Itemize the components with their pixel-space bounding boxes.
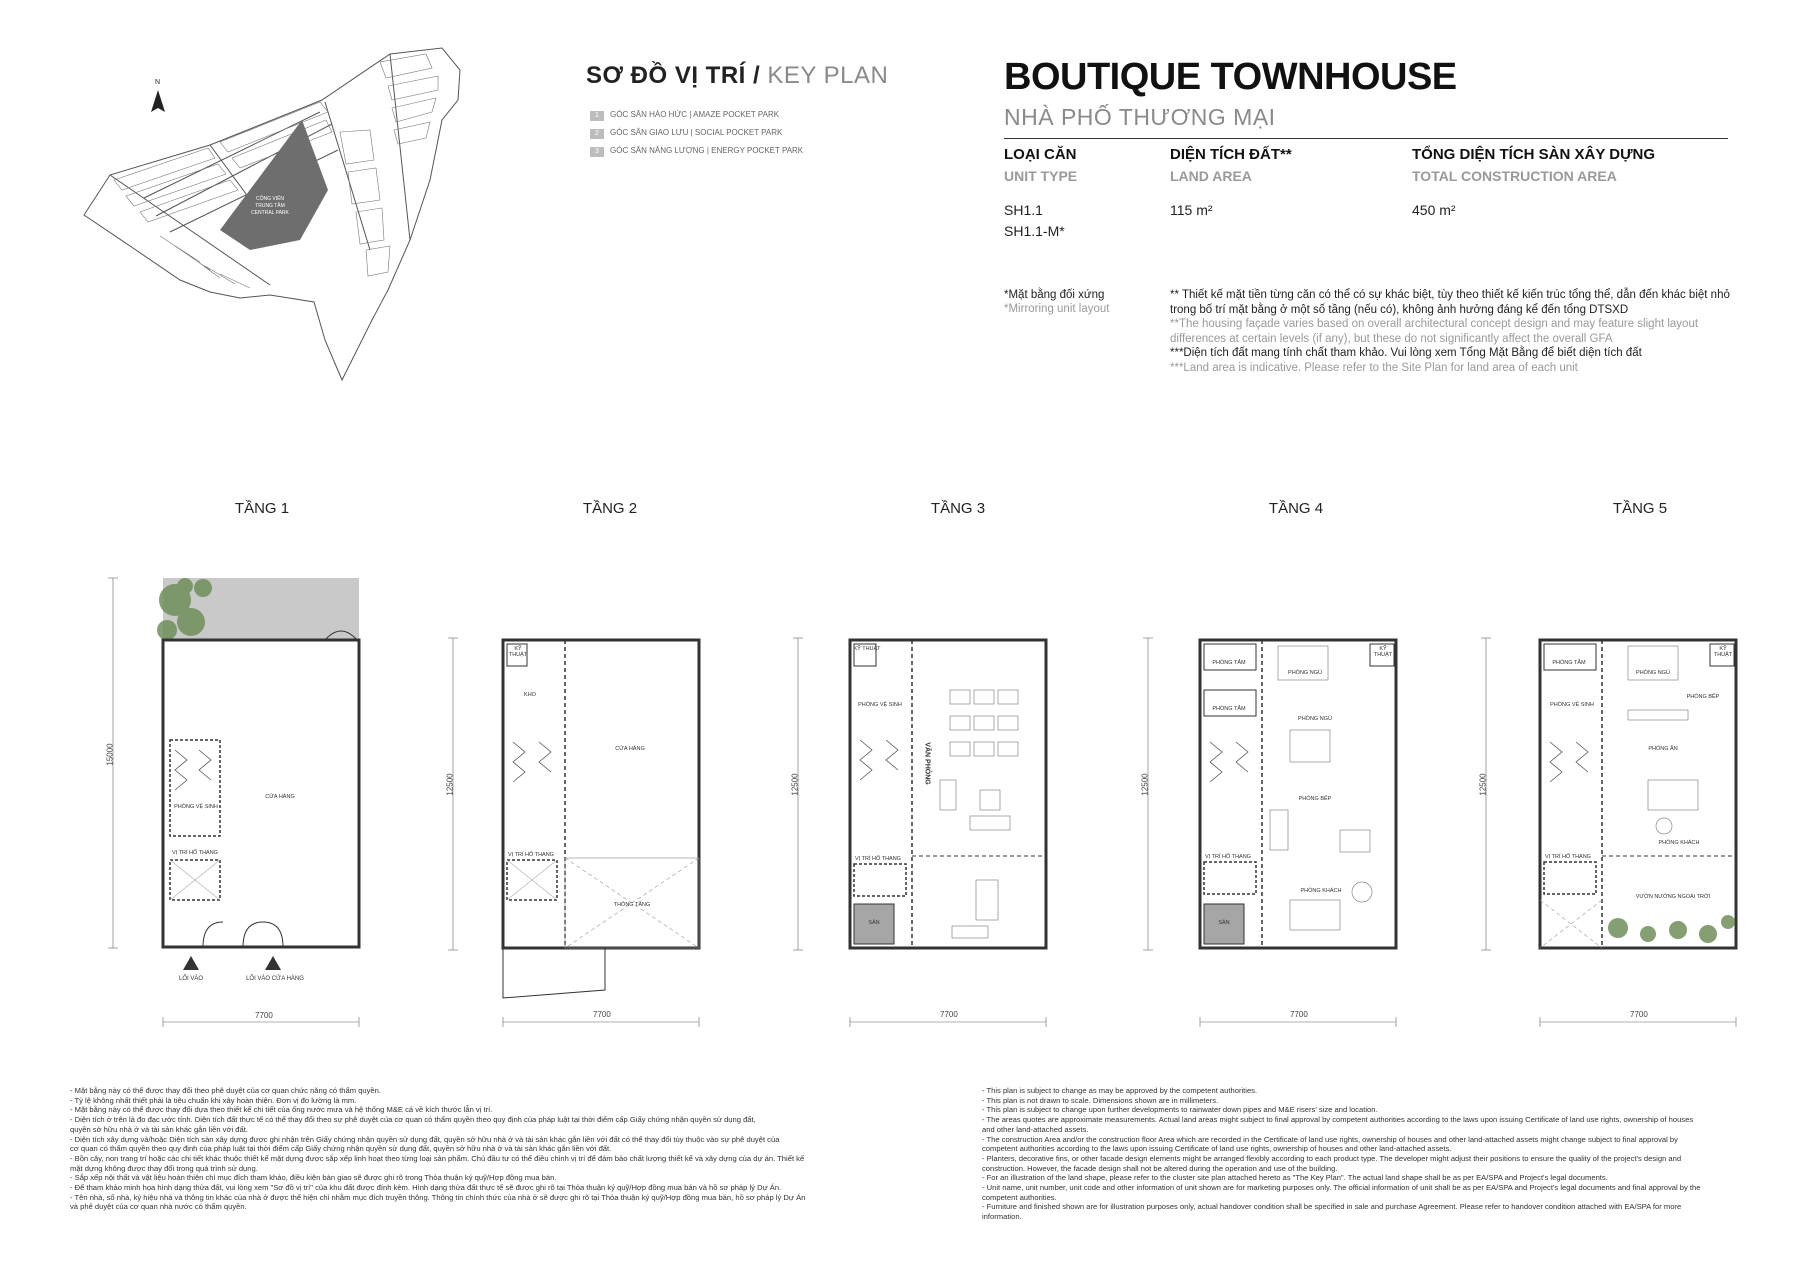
room-bep-4: PHÒNG BẾP — [1298, 796, 1332, 802]
room-kho-2: KHO — [524, 692, 536, 698]
floor-4-width-dim: 7700 — [1290, 1010, 1308, 1019]
room-an-5: PHÒNG ĂN — [1648, 746, 1678, 752]
unit-type-value-1: SH1.1 — [1004, 202, 1043, 218]
room-ngu-4a: PHÒNG NGỦ — [1288, 670, 1322, 676]
land-area-label: DIỆN TÍCH ĐẤT** — [1170, 146, 1292, 163]
central-park-label: CÔNG VIÊN — [255, 196, 285, 202]
floor-3-plan — [790, 630, 1070, 1030]
room-wc-5: PHÒNG VỆ SINH — [1550, 702, 1594, 708]
mirror-note-en: *Mirroring unit layout — [1004, 303, 1110, 315]
room-wc-1: PHÒNG VỆ SINH — [174, 804, 218, 810]
floor-5-plan — [1478, 630, 1768, 1030]
header-divider — [1004, 138, 1728, 139]
room-ky-thuat-3: KỸ THUẬT — [853, 646, 881, 652]
floor-1-label: TẦNG 1 — [234, 500, 290, 517]
room-cua-hang-1: CỬA HÀNG — [265, 794, 295, 800]
svg-text:N: N — [155, 79, 161, 86]
unit-type-label: LOẠI CĂN — [1004, 146, 1077, 163]
floor-2-width-dim: 7700 — [593, 1010, 611, 1019]
page-subtitle: NHÀ PHỐ THƯƠNG MẠI — [1004, 104, 1276, 130]
room-san-3: SÂN — [868, 920, 880, 926]
unit-type-en: UNIT TYPE — [1004, 168, 1078, 184]
total-area-value: 450 m² — [1412, 202, 1456, 218]
legend-item-3: 3 GÓC SÂN NĂNG LƯỢNG | ENERGY POCKET PARK — [590, 146, 803, 157]
key-plan-map — [70, 40, 540, 410]
land-note-vi: ***Diện tích đất mang tính chất tham khảo. Vui lòng xem Tổng Mặt Bằng để biết diện tích đất — [1170, 347, 1642, 359]
room-wc-3: PHÒNG VỆ SINH — [858, 702, 902, 708]
room-ky-thuat-5: KỸ THUẬT — [1713, 646, 1733, 658]
svg-text:TRUNG TÂM: TRUNG TÂM — [255, 203, 285, 209]
shop-entrance-label: LỐI VÀO CỬA HÀNG — [246, 976, 304, 982]
room-khach-5: PHÒNG KHÁCH — [1658, 840, 1700, 846]
land-area-en: LAND AREA — [1170, 168, 1252, 184]
floor-5-label: TẦNG 5 — [1612, 500, 1668, 517]
room-thong-tang-2: THÔNG TẦNG — [613, 902, 651, 908]
room-stair-1: VỊ TRÍ HỐ THANG — [172, 850, 218, 856]
room-van-phong-3: VĂN PHÒNG — [923, 742, 931, 785]
north-arrow-icon — [151, 79, 165, 112]
room-tam-4a: PHÒNG TẮM — [1212, 660, 1246, 666]
floor-2-label: TẦNG 2 — [582, 500, 638, 517]
page-title: BOUTIQUE TOWNHOUSE — [1004, 56, 1457, 98]
disclaimer-en: - This plan is subject to change as may be approved by the competent authorities. - This plan is not drawn to scale. Dimensions shown are in millimeters. - This plan is subject to change upon further developments to rainwater down pipes and M&E risers' size and location. - The areas quotes are approximate measurements. Actual land areas might subject to final approval by competent authorities according to the laws upon issuing Certificate of land use rights, ownership of houses and other land-attached assets. - The construction Area and/or the construction floor Area which are recorded in the Certificate of land use rights, ownership of houses and other land-attached assets might change subject to final approval by competent authorities according to the laws upon issuing Certificate of land use rights, ownership of houses and other land-attached assets. - Planters, decorative fins, or other facade design elements might be arranged flexibly according to each product type. The developer might adjust their positions to ensure the quality of the project's design and construction. However, the facade design shall not be altered during the operation and use of the building. - For an illustration of the land shape, please refer to the cluster site plan attached hereto as "The Key Plan". The actual land shape shall be as per EA/SPA and Project's legal documents. - Unit name, unit number, unit code and other information of unit shown are for marketing purposes only. The official information of unit shall be as per EA/SPA and Project's legal documents and final approval by the competent authorities. - Furniture and finished shown are for illustration purposes only, actual handover condition shall be specified in sale and purchase Agreement. Please refer to handover condition attached with EA/SPA for more information. — [982, 1086, 1701, 1222]
room-ngu-4b: PHÒNG NGỦ — [1298, 716, 1332, 722]
total-area-en: TOTAL CONSTRUCTION AREA — [1412, 168, 1617, 184]
floor-2-plan — [445, 630, 725, 1030]
room-vuon-nuong-5: VƯỜN NƯỚNG NGOÀI TRỜI — [1635, 894, 1711, 900]
room-stair-4: VỊ TRÍ HỐ THANG — [1205, 854, 1251, 860]
floor-4-label: TẦNG 4 — [1268, 500, 1324, 517]
legend-item-1: 1 GÓC SÂN HÁO HỨC | AMAZE POCKET PARK — [590, 110, 779, 121]
land-note-en: ***Land area is indicative. Please refer to the Site Plan for land area of each unit — [1170, 362, 1578, 374]
floor-5-width-dim: 7700 — [1630, 1010, 1648, 1019]
room-stair-2: VỊ TRÍ HỐ THANG — [508, 852, 554, 858]
shop-entrance-marker-icon — [265, 956, 281, 970]
floor-1-width-dim: 7700 — [255, 1011, 273, 1020]
room-stair-5: VỊ TRÍ HỐ THANG — [1545, 854, 1591, 860]
floor-3-width-dim: 7700 — [940, 1010, 958, 1019]
facade-note-vi: ** Thiết kế mặt tiền từng căn có thể có sự khác biệt, tùy theo thiết kế kiến trúc tổng thể, dẫn đến khác biệt nhỏ trong bố trí mặt bằng ở một số tầng (nếu có), không ảnh hưởng đáng kể đến tổng DTSXD — [1170, 289, 1730, 316]
disclaimer-vi: - Mặt bằng này có thể được thay đổi theo phê duyệt của cơ quan chức năng có thẩm quyền. - Tỷ lệ không nhất thiết phải là tiêu chuẩn khi xây hoàn thiện. Đơn vị đo lường là mm. - Mặt bằng này có thể được thay đổi dựa theo thiết kế chi tiết của ống nước mưa và hệ thống M&E cả về kích thước lẫn vị trí. - Diện tích ở trên là đo đạc ước tính. Diện tích đất thực tế có thể thay đổi theo sự phê duyệt của cơ quan có thẩm quyền theo quy định của pháp luật tại thời điểm cấp Giấy chứng nhận quyền sử dụng đất, quyền sở hữu nhà ở và tài sản khác gắn liền với đất. - Diện tích xây dựng và/hoặc Diện tích sàn xây dựng được ghi nhận trên Giấy chứng nhận quyền sử dụng đất, quyền sở hữu nhà ở và tài sản khác gắn liền với đất có thể thay đổi tùy thuộc vào sự phê duyệt của cơ quan có thẩm quyền theo quy định của pháp luật tại thời điểm cấp Giấy chứng nhận quyền sử dụng đất, quyền sở hữu nhà ở và tài sản khác gắn liền với đất. - Bồn cây, non trang trí hoặc các chi tiết khác thuộc thiết kế mặt dựng được sắp xếp linh hoạt theo từng loại sản phẩm. Chủ đầu tư có thể điều chỉnh vị trí để đảm bảo chất lượng thiết kế và xây dựng của dự án. Thiết kế mặt dựng không được thay đổi trong quá trình sử dụng. - Sắp xếp nội thất và vật liệu hoàn thiện chỉ mục đích tham khảo, điều kiện bàn giao sẽ được ghi rõ trong Thỏa thuận ký quỹ/Hợp đồng mua bán. - Để tham khảo minh họa hình dạng thửa đất, vui lòng xem "Sơ đồ vị trí" của khu đất được đính kèm. Hình dạng thửa đất thực tế sẽ được ghi rõ tại Thỏa thuận ký quỹ/Hợp đồng mua bán và hồ sơ pháp lý Dự Án. - Tên nhà, số nhà, ký hiệu nhà và thông tin khác của nhà ở được thể hiện chỉ nhằm mục đích truyền thông. Thông tin chính thức của nhà ở sẽ được ghi rõ tại Thỏa thuận ký quỹ/Hợp đồng mua bán, hồ sơ pháp lý Dự Án và phê duyệt của cơ quan nhà nước có thẩm quyền. — [70, 1086, 806, 1212]
room-bep-5: PHÒNG BẾP — [1686, 694, 1720, 700]
mirror-note-vi: *Mặt bằng đối xứng — [1004, 289, 1105, 301]
room-san-4: SÂN — [1218, 920, 1230, 926]
floor-2-height-dim: 12500 — [445, 773, 455, 796]
room-tam-4b: PHÒNG TẮM — [1212, 706, 1246, 712]
facade-note-en: **The housing façade varies based on overall architectural concept design and may feature slight layout differences at certain levels (if any), but these do not significantly affect the overall GFA — [1170, 318, 1699, 345]
room-stair-3: VỊ TRÍ HỐ THANG — [855, 856, 901, 862]
room-cua-hang-2: CỬA HÀNG — [615, 746, 645, 752]
room-ky-thuat-2: KỸ THUẬT — [508, 646, 528, 658]
land-area-value: 115 m² — [1170, 202, 1213, 218]
floor-5-height-dim: 12500 — [1478, 773, 1488, 796]
floor-4-plan — [1140, 630, 1420, 1030]
floor-3-label: TẦNG 3 — [930, 500, 986, 517]
floor-4-height-dim: 12500 — [1140, 773, 1150, 796]
room-khach-4: PHÒNG KHÁCH — [1300, 888, 1342, 894]
floor-1-plan — [95, 570, 395, 1030]
unit-type-value-2: SH1.1-M* — [1004, 223, 1065, 239]
room-ngu-5: PHÒNG NGỦ — [1636, 670, 1670, 676]
entrance-label: LỐI VÀO — [178, 976, 203, 982]
floor-1-height-dim: 15000 — [105, 743, 115, 766]
room-ky-thuat-4: KỸ THUẬT — [1373, 646, 1393, 658]
key-plan-title: SƠ ĐỒ VỊ TRÍ / KEY PLAN — [586, 62, 889, 89]
entrance-marker-icon — [183, 956, 199, 970]
total-area-label: TỔNG DIỆN TÍCH SÀN XÂY DỰNG — [1412, 146, 1656, 163]
room-tam-5: PHÒNG TẮM — [1552, 660, 1586, 666]
svg-text:CENTRAL PARK: CENTRAL PARK — [251, 210, 289, 216]
floor-3-height-dim: 12500 — [790, 773, 800, 796]
legend-item-2: 2 GÓC SÂN GIAO LƯU | SOCIAL POCKET PARK — [590, 128, 782, 139]
